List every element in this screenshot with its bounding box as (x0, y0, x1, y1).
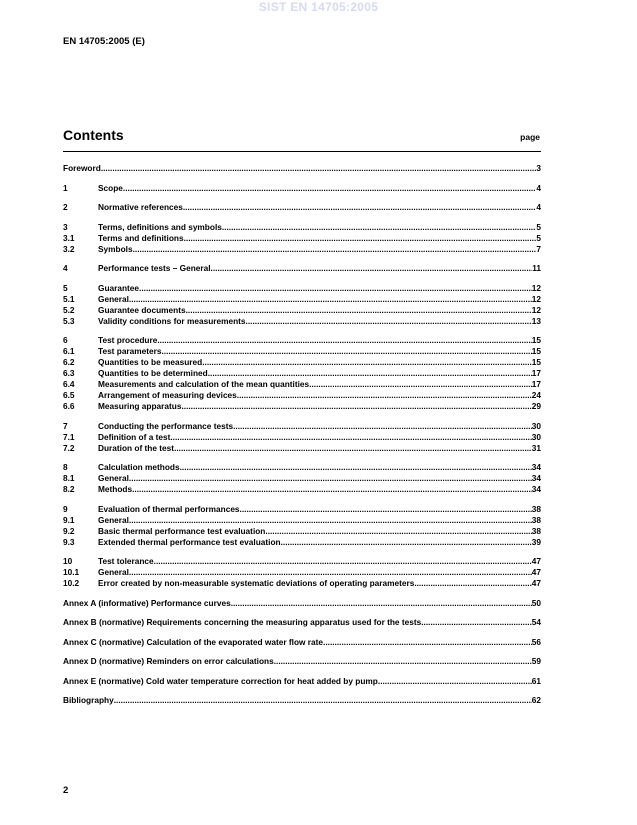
toc-entry-number: 2 (63, 202, 68, 212)
toc-entry-page: 29 (531, 401, 541, 411)
toc-entry-title: Extended thermal performance test evaluation (98, 536, 281, 547)
toc-entry-title: Quantities to be measured (98, 357, 203, 367)
table-of-contents (63, 163, 541, 715)
toc-entry-number: 7 (63, 420, 68, 431)
toc-entry-number: 3.2 (63, 243, 75, 254)
toc-dot-leader (274, 656, 532, 667)
toc-entry-title: Methods (98, 484, 133, 494)
toc-entry-title: Duration of the test (98, 442, 175, 453)
toc-dot-leader (180, 462, 532, 473)
toc-entry-page: 34 (531, 462, 541, 472)
toc-dot-leader (132, 484, 532, 495)
toc-entry[interactable] (63, 163, 541, 174)
toc-entry[interactable] (63, 432, 541, 443)
toc-entry[interactable] (63, 617, 541, 628)
toc-entry[interactable] (63, 695, 541, 706)
toc-group (63, 202, 541, 213)
toc-dot-leader (129, 473, 532, 484)
toc-entry-page: 50 (531, 597, 541, 608)
toc-entry-number: 10.2 (63, 578, 80, 588)
toc-dot-leader (211, 263, 533, 274)
toc-entry-title: Quantities to be determined (98, 368, 208, 378)
toc-entry-page: 61 (531, 675, 541, 686)
toc-entry-page: 5 (536, 221, 541, 232)
toc-entry-number: 8.2 (63, 484, 75, 494)
page-number: 2 (63, 785, 69, 796)
toc-entry-number: 3.1 (63, 232, 75, 243)
toc-entry[interactable] (63, 335, 541, 346)
toc-entry-page: 4 (536, 182, 541, 193)
toc-dot-leader (101, 163, 537, 174)
toc-dot-leader (309, 379, 532, 390)
toc-entry[interactable] (63, 202, 541, 213)
toc-entry[interactable] (63, 421, 541, 432)
toc-entry[interactable] (63, 283, 541, 294)
toc-entry-page: 15 (531, 346, 541, 356)
toc-group (63, 504, 541, 548)
toc-entry-number: 6.5 (63, 390, 75, 400)
toc-dot-leader (129, 567, 532, 578)
toc-entry-number: 10.1 (63, 567, 80, 577)
toc-dot-leader (246, 316, 532, 327)
toc-entry-title: Definition of a test (98, 431, 171, 442)
toc-entry-title: Validity conditions for measurements (98, 315, 246, 326)
toc-entry-title: Terms, definitions and symbols (98, 221, 222, 232)
toc-group (63, 617, 541, 628)
toc-dot-leader (265, 526, 531, 537)
toc-group (63, 163, 541, 174)
toc-dot-leader (202, 357, 532, 368)
toc-entry[interactable] (63, 379, 541, 390)
toc-entry[interactable] (63, 484, 541, 495)
toc-entry[interactable] (63, 537, 541, 548)
toc-entry-page: 34 (531, 473, 541, 483)
toc-group (63, 676, 541, 687)
toc-dot-leader (421, 617, 532, 628)
toc-group (63, 421, 541, 454)
toc-entry-page: 13 (531, 315, 541, 326)
toc-dot-leader (414, 578, 531, 589)
toc-entry[interactable] (63, 294, 541, 305)
toc-dot-leader (184, 233, 537, 244)
toc-entry-number: 5.3 (63, 315, 75, 326)
toc-dot-leader (222, 222, 537, 233)
toc-entry-title: Test procedure (98, 335, 158, 345)
toc-dot-leader (129, 294, 532, 305)
toc-dot-leader (154, 556, 532, 567)
toc-entry[interactable] (63, 316, 541, 327)
toc-dot-leader (186, 305, 532, 316)
toc-entry-page: 47 (531, 556, 541, 566)
toc-entry-page: 17 (531, 379, 541, 389)
toc-entry-number: 9.2 (63, 525, 75, 536)
toc-entry-number: Annex D (normative) Reminders on error calculations (63, 656, 274, 666)
toc-dot-leader (162, 346, 532, 357)
toc-entry-page: 5 (536, 232, 541, 243)
toc-entry[interactable] (63, 462, 541, 473)
toc-entry[interactable] (63, 368, 541, 379)
toc-entry[interactable] (63, 504, 541, 515)
toc-dot-leader (240, 504, 532, 515)
toc-entry-page: 59 (531, 656, 541, 666)
toc-dot-leader (378, 676, 532, 687)
toc-entry-number: Bibliography (63, 695, 114, 705)
toc-entry-number: 5.2 (63, 304, 75, 315)
toc-entry-title: Symbols (98, 243, 133, 254)
toc-group (63, 656, 541, 667)
toc-entry-title: Basic thermal performance test evaluation (98, 525, 266, 536)
toc-entry-page: 4 (536, 202, 541, 212)
toc-entry[interactable] (63, 676, 541, 687)
toc-group (63, 183, 541, 194)
toc-entry-page: 17 (531, 368, 541, 378)
standard-id: EN 14705:2005 (E) (63, 36, 145, 47)
toc-entry-number: 3 (63, 221, 68, 232)
toc-dot-leader (139, 283, 532, 294)
toc-entry-title: Normative references (98, 202, 183, 212)
watermark: SIST EN 14705:2005 (258, 0, 379, 14)
toc-entry-number: Annex A (informative) Performance curves (63, 597, 231, 608)
toc-entry[interactable] (63, 567, 541, 578)
toc-entry-page: 54 (531, 617, 541, 627)
toc-entry-title: Guarantee (98, 282, 140, 293)
toc-entry-number: Annex B (normative) Requirements concerning the measuring apparatus used for the tests (63, 617, 422, 627)
toc-dot-leader (129, 515, 532, 526)
toc-entry-number: Annex E (normative) Cold water temperature correction for heat added by pump (63, 675, 378, 686)
page-column-label: page (520, 132, 540, 142)
toc-entry-number: 1 (63, 182, 68, 193)
toc-entry-title: Measurements and calculation of the mean quantities (98, 379, 310, 389)
toc-entry-title: Terms and definitions (98, 232, 184, 243)
page-title: Contents (63, 127, 124, 143)
toc-entry-title: General (98, 567, 129, 577)
toc-dot-leader (174, 443, 532, 454)
toc-entry-page: 34 (531, 484, 541, 494)
toc-entry-title: Measuring apparatus (98, 401, 182, 411)
toc-entry-title: Guarantee documents (98, 304, 186, 315)
toc-entry-page: 38 (531, 503, 541, 514)
toc-dot-leader (170, 432, 531, 443)
toc-entry-page: 30 (531, 420, 541, 431)
toc-group (63, 222, 541, 255)
toc-entry-page: 47 (531, 578, 541, 588)
toc-dot-leader (157, 335, 531, 346)
toc-entry-title: Test tolerance (98, 556, 154, 566)
toc-entry-page: 12 (531, 304, 541, 315)
toc-entry[interactable] (63, 401, 541, 412)
toc-entry-number: 8.1 (63, 473, 75, 483)
toc-group (63, 637, 541, 648)
toc-entry-page: 12 (531, 293, 541, 304)
toc-dot-leader (133, 244, 537, 255)
divider (63, 151, 541, 152)
toc-entry[interactable] (63, 656, 541, 667)
toc-entry-number: 6.3 (63, 368, 75, 378)
toc-entry-number: 7.2 (63, 442, 75, 453)
toc-entry-page: 24 (531, 390, 541, 400)
toc-entry-title: Test parameters (98, 346, 162, 356)
toc-entry[interactable] (63, 443, 541, 454)
toc-entry-title: Performance tests – General (98, 263, 211, 273)
toc-entry-title: Scope (98, 182, 123, 193)
toc-entry-title: Evaluation of thermal performances (98, 503, 240, 514)
toc-entry-title: Conducting the performance tests (98, 420, 234, 431)
toc-entry-page: 47 (531, 567, 541, 577)
toc-entry-page: 39 (531, 536, 541, 547)
toc-entry[interactable] (63, 526, 541, 537)
toc-entry[interactable] (63, 244, 541, 255)
toc-entry-title: Error created by non-measurable systematic deviations of operating parameters (98, 578, 415, 588)
toc-entry-title: Arrangement of measuring devices (98, 390, 237, 400)
toc-dot-leader (233, 421, 532, 432)
toc-group (63, 335, 541, 412)
toc-dot-leader (237, 390, 532, 401)
toc-entry-number: 6.4 (63, 379, 75, 389)
toc-entry-page: 38 (531, 525, 541, 536)
toc-entry[interactable] (63, 473, 541, 484)
toc-group (63, 462, 541, 495)
toc-entry-page: 3 (536, 163, 541, 173)
toc-entry-number: Annex C (normative) Calculation of the evaporated water flow rate (63, 636, 324, 647)
toc-entry-number: 6.1 (63, 346, 75, 356)
toc-entry-number: 5 (63, 282, 68, 293)
toc-entry-page: 15 (531, 335, 541, 345)
toc-entry[interactable] (63, 263, 541, 274)
toc-entry-number: 4 (63, 263, 68, 273)
toc-entry-title: General (98, 293, 129, 304)
toc-entry-number: 6 (63, 335, 68, 345)
toc-dot-leader (123, 183, 536, 194)
toc-group (63, 556, 541, 589)
toc-entry[interactable] (63, 357, 541, 368)
toc-entry[interactable] (63, 233, 541, 244)
toc-entry-page: 11 (532, 263, 541, 273)
toc-group (63, 695, 541, 706)
toc-entry[interactable] (63, 556, 541, 567)
toc-entry-number: 8 (63, 462, 68, 472)
toc-entry-page: 56 (531, 636, 541, 647)
toc-entry-page: 62 (531, 695, 541, 705)
toc-entry-page: 12 (531, 282, 541, 293)
toc-entry[interactable] (63, 390, 541, 401)
toc-entry[interactable] (63, 183, 541, 194)
toc-entry-page: 30 (531, 431, 541, 442)
toc-entry-title: Calculation methods (98, 462, 180, 472)
toc-dot-leader (281, 537, 532, 548)
toc-entry[interactable] (63, 637, 541, 648)
toc-dot-leader (231, 598, 532, 609)
toc-dot-leader (208, 368, 532, 379)
toc-entry-page: 31 (531, 442, 541, 453)
toc-entry-page: 38 (531, 514, 541, 525)
toc-entry-page: 7 (536, 243, 541, 254)
toc-entry-page: 15 (531, 357, 541, 367)
toc-entry[interactable] (63, 598, 541, 609)
toc-entry[interactable] (63, 222, 541, 233)
toc-entry-number: 5.1 (63, 293, 75, 304)
toc-dot-leader (183, 202, 537, 213)
toc-entry-number: 9.3 (63, 536, 75, 547)
toc-entry-number: 10 (63, 556, 73, 566)
toc-group (63, 263, 541, 274)
toc-entry-number: Foreword (63, 163, 101, 173)
toc-dot-leader (181, 401, 531, 412)
toc-entry[interactable] (63, 578, 541, 589)
toc-entry[interactable] (63, 346, 541, 357)
toc-entry[interactable] (63, 305, 541, 316)
toc-entry-number: 6.2 (63, 357, 75, 367)
toc-entry-number: 7.1 (63, 431, 75, 442)
toc-dot-leader (323, 637, 532, 648)
toc-entry-number: 9.1 (63, 514, 75, 525)
toc-dot-leader (114, 695, 532, 706)
toc-entry[interactable] (63, 515, 541, 526)
toc-group (63, 598, 541, 609)
toc-entry-title: General (98, 473, 129, 483)
toc-entry-number: 9 (63, 503, 68, 514)
toc-entry-number: 6.6 (63, 401, 75, 411)
toc-group (63, 283, 541, 327)
toc-entry-title: General (98, 514, 129, 525)
